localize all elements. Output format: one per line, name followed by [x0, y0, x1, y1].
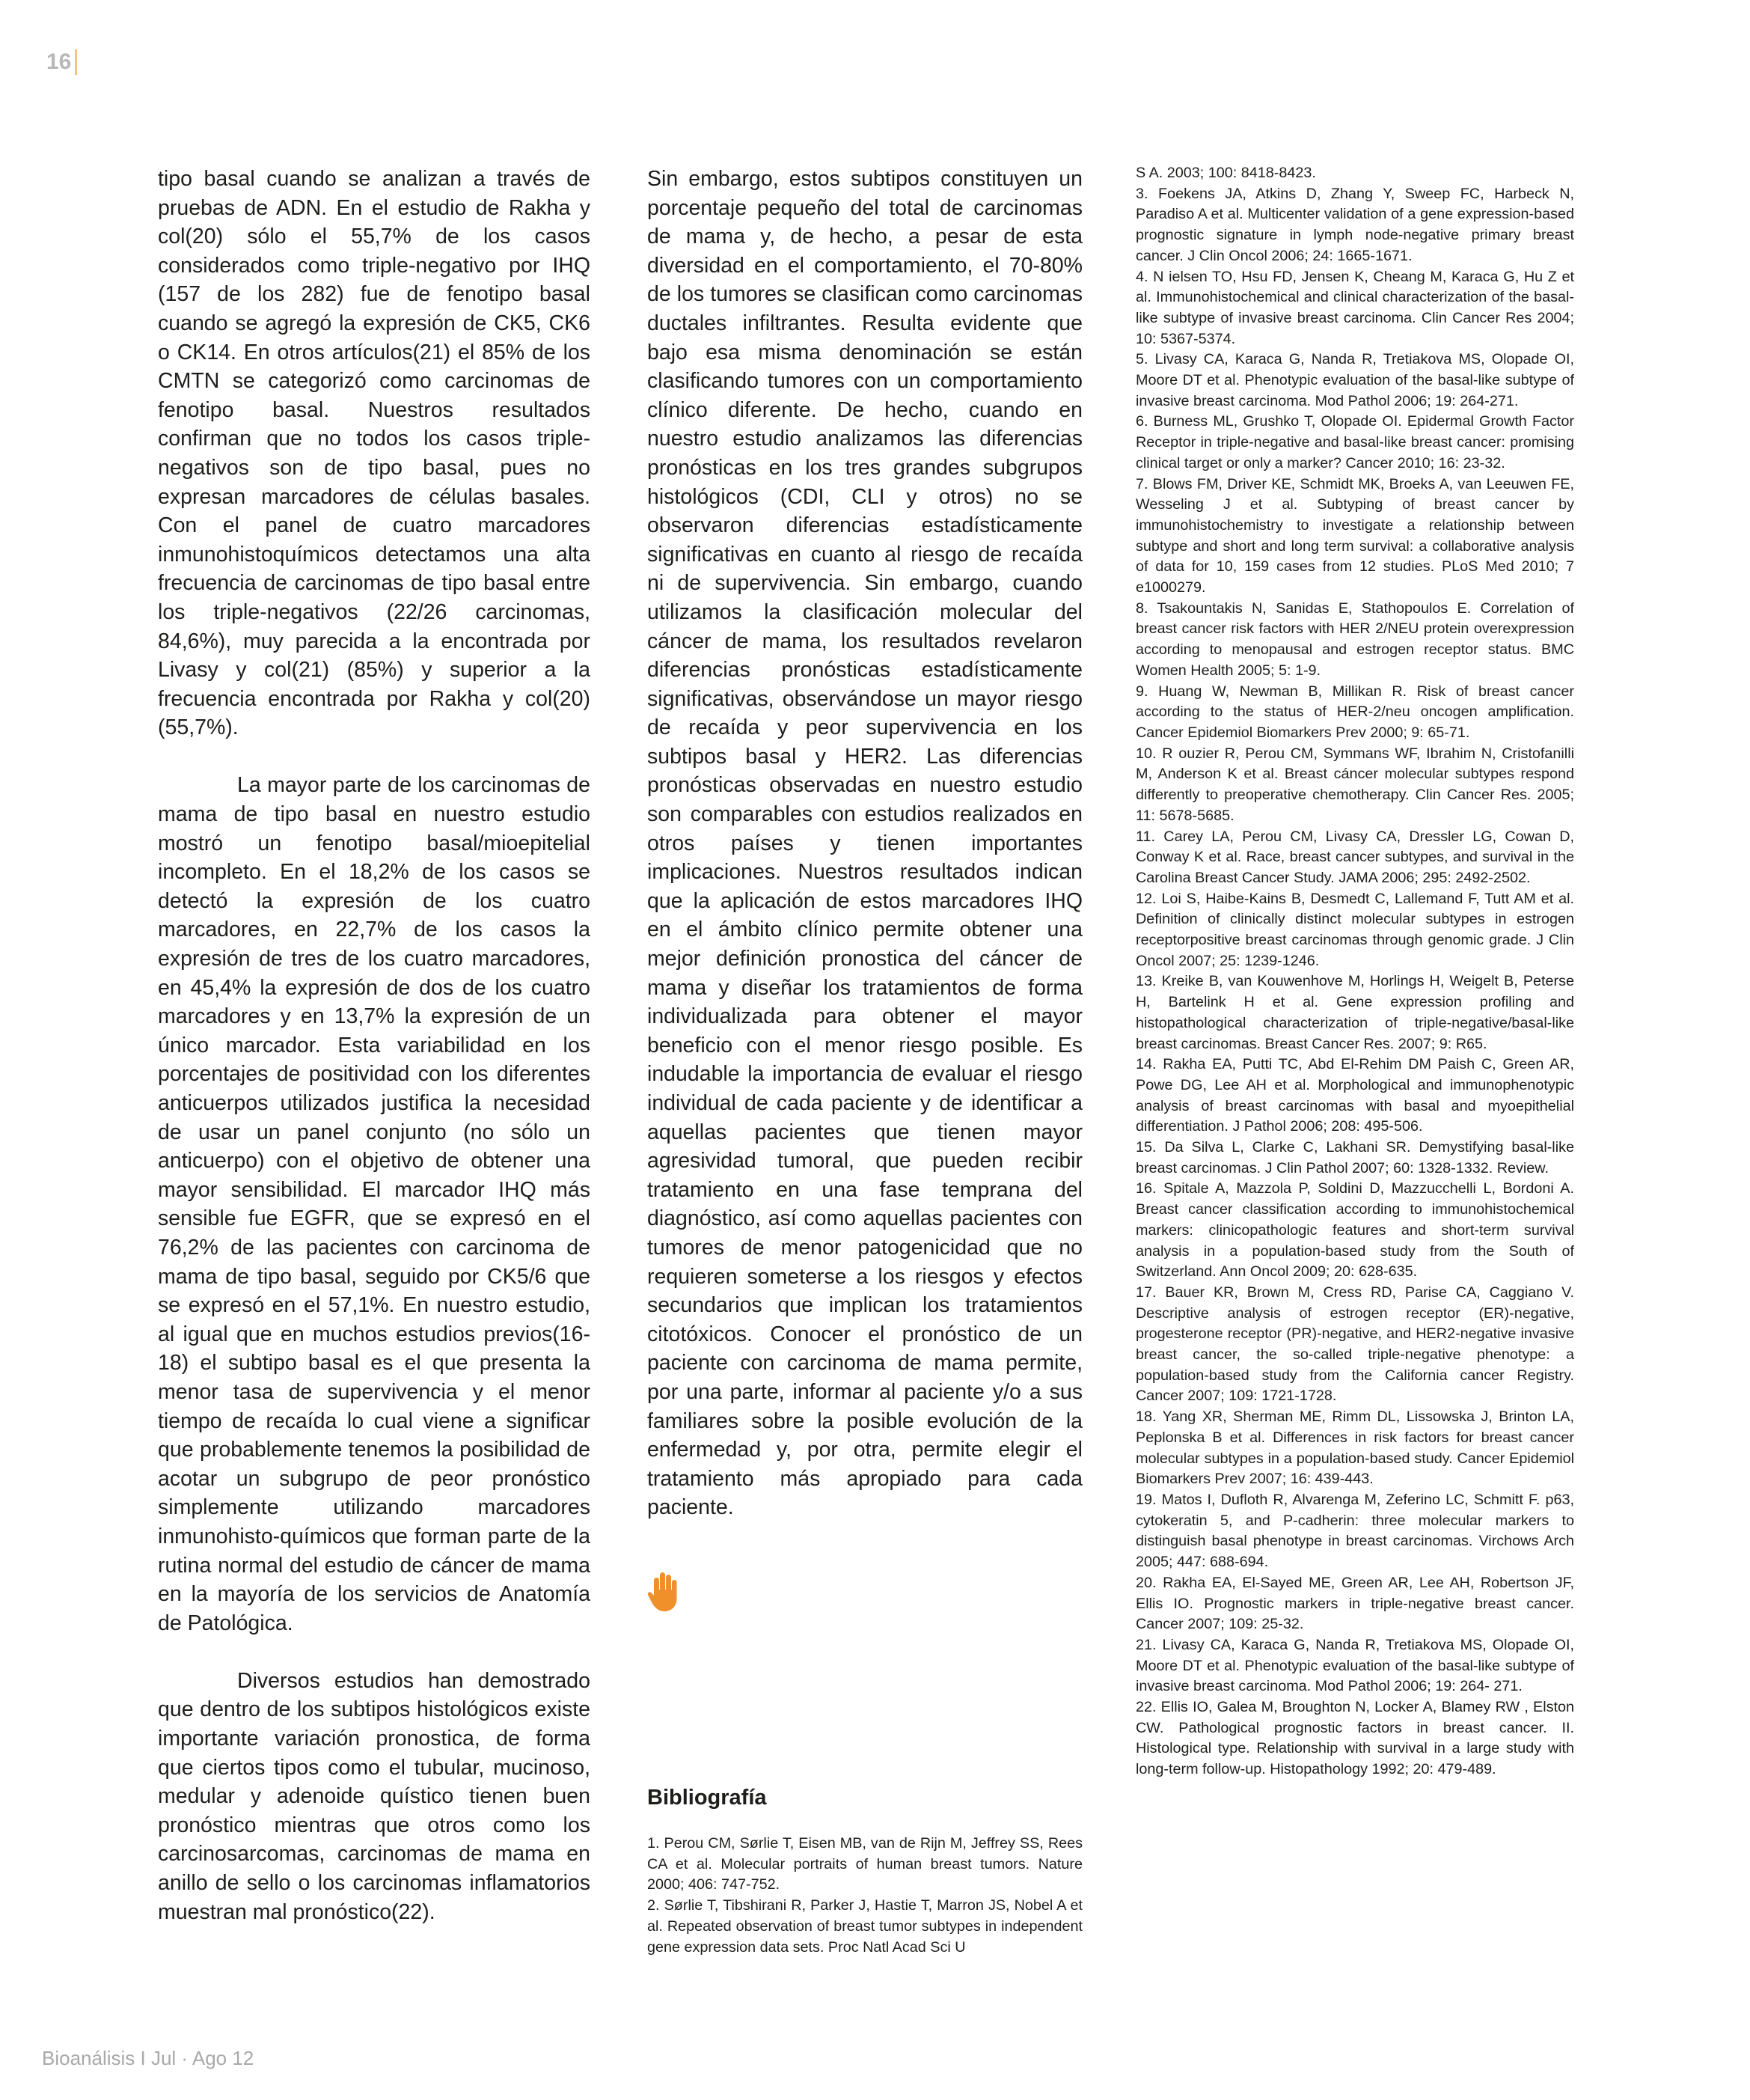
article-column-2 [647, 165, 1083, 1522]
reference-item: 22. Ellis IO, Galea M, Broughton N, Locker A, Blamey RW , Elston CW. Pathological prognostic factors in breast cancer. II. Histological type. Relationship with survival in a large study with long-term follow-up. Histopathology 1992; 20: 479-489. [1136, 1699, 1574, 1778]
reference-item: 11. Carey LA, Perou CM, Livasy CA, Dressler LG, Cowan D, Conway K et al. Race, breast cancer subtypes, and survival in the Carolina Breast Cancer Study. JAMA 2006; 295: 2492-2502. [1136, 828, 1574, 886]
reference-item: 14. Rakha EA, Putti TC, Abd El-Rehim DM Paish C, Green AR, Powe DG, Lee AH et al. Morphological and immunophenotypic analysis of breast carcinomas with basal and myoepithelial differentiation. J Pathol 2006; 208: 495-506. [1136, 1056, 1574, 1135]
reference-item: 3. Foekens JA, Atkins D, Zhang Y, Sweep FC, Harbeck N, Paradiso A et al. Multicenter validation of a gene expression-based prognostic signature in lymph node-negative primary breast cancer. J Clin Oncol 2006; 24: 1665-1671. [1136, 185, 1574, 264]
reference-item: 12. Loi S, Haibe-Kains B, Desmedt C, Lallemand F, Tutt AM et al. Definition of clinically distinct molecular subtypes in estrogen receptorpositive breast carcinomas through genomic grade. J Clin Oncol 2007; 25: 1239-1246. [1136, 890, 1574, 969]
article-column-1 [158, 165, 590, 1926]
reference-item: 8. Tsakountakis N, Sanidas E, Stathopoulos E. Correlation of breast cancer risk factors with HER 2/NEU protein overexpression according to menopausal and estrogen receptor status. BMC Women Health 2005; 5: 1-9. [1136, 599, 1574, 679]
reference-item: 19. Matos I, Dufloth R, Alvarenga M, Zeferino LC, Schmitt F. p63, cytokeratin 5, and P-cadherin: three molecular markers to distinguish basal phenotype in breast carcinomas. Virchows Arch 2005; 447: 688-694. [1136, 1492, 1574, 1571]
article-paragraph: Sin embargo, estos subtipos constituyen un porcentaje pequeño del total de carcinomas de mama y, de hecho, a pesar de esta diversidad en el comportamiento, el 70-80% de los tumores se clasifican como carcinomas ductales infiltrantes. Resulta evidente que bajo esa misma denominación se están clasificando tumores con un comportamiento clínico diferente. De hecho, cuando en nuestro estudio analizamos las diferencias pronósticas en los tres grandes subgrupos histológicos (CDI, CLI y otros) no se observaron diferencias estadísticamente significativas en cuanto al riesgo de recaída ni de supervivencia. Sin embargo, cuando utilizamos la clasificación molecular del cáncer de mama, los resultados revelaron diferencias pronósticas estadísticamente significativas, observándose un mayor riesgo de recaída y peor supervivencia en los subtipos basal y HER2. Las diferencias pronósticas observadas en nuestro estudio son comparables con estudios realizados en otros países y tienen importantes implicaciones. Nuestros resultados indican que la aplicación de estos marcadores IHQ en el ámbito clínico permite obtener una mejor definición pronostica del cáncer de mama y diseñar los tratamientos de forma individualizada para obtener el mayor beneficio con el menor riesgo posible. Es indudable la importancia de evaluar el riesgo individual de cada paciente y de identificar a aquellas pacientes que tienen mayor agresividad tumoral, que pueden recibir tratamiento en una fase temprana del diagnóstico, así como aquellas pacientes con tumores de menor patogenicidad que no requieren someterse a los riesgos y efectos secundarios que implican los tratamientos citotóxicos. Conocer el pronóstico de un paciente con carcinoma de mama permite, por una parte, informar al paciente y/o a sus familiares sobre la posible evolución de la enfermedad y, por otra, permite elegir el tratamiento más apropiado para cada paciente. [647, 167, 1083, 1520]
bibliography-list-col3 [1136, 163, 1574, 1780]
reference-item: 17. Bauer KR, Brown M, Cress RD, Parise CA, Caggiano V. Descriptive analysis of estrogen receptor (ER)-negative, progesterone receptor (PR)-negative, and HER2-negative invasive breast cancer, the so-called triple-negative phenotype: a population-based study from the California cancer Registry. Cancer 2007; 109: 1721-1728. [1136, 1283, 1574, 1405]
reference-item: 21. Livasy CA, Karaca G, Nanda R, Tretiakova MS, Olopade OI, Moore DT et al. Phenotypic evaluation of the basal-like subtype of invasive breast carcinoma. Mod Pathol 2006; 19: 264- 271. [1136, 1636, 1574, 1695]
bibliography-heading: Bibliografía [647, 1786, 767, 1810]
reference-item: 6. Burness ML, Grushko T, Olopade OI. Epidermal Growth Factor Receptor in triple-negative and basal-like breast cancer: promising clinical target or only a marker? Cancer 2010; 16: 23-32. [1136, 413, 1574, 471]
reference-item: 5. Livasy CA, Karaca G, Nanda R, Tretiakova MS, Olopade OI, Moore DT et al. Phenotypic evaluation of the basal-like subtype of invasive breast carcinoma. Mod Pathol 2006; 19: 264-271. [1136, 351, 1574, 409]
article-paragraph: Diversos estudios han demostrado que dentro de los subtipos histológicos existe importante variación pronostica, de forma que ciertos tipos como el tubular, mucinoso, medular y adenoide quístico tienen buen pronóstico mientras que otros como los carcinosarcomas, carcinomas de mama en anillo de sello o los carcinomas inflamatorios muestran mal pronóstico(22). [158, 1668, 590, 1924]
reference-item: 18. Yang XR, Sherman ME, Rimm DL, Lissowska J, Brinton LA, Peplonska B et al. Differences in risk factors for breast cancer molecular subtypes in a population-based study. Cancer Epidemiol Biomarkers Prev 2007; 16: 439-443. [1136, 1408, 1574, 1488]
reference-item: 16. Spitale A, Mazzola P, Soldini D, Mazzucchelli L, Bordoni A. Breast cancer classification according to immunohistochemical markers: clinicopathologic features and short-term survival analysis in a population-based study from the South of Switzerland. Ann Oncol 2009; 20: 628-635. [1136, 1180, 1574, 1281]
footer-text: Bioanálisis I Jul · Ago 12 [42, 2047, 254, 2069]
reference-item: 1. Perou CM, Sørlie T, Eisen MB, van de Rijn M, Jeffrey SS, Rees CA et al. Molecular portraits of human breast tumors. Nature 2000; 406: 747-752. [647, 1835, 1083, 1893]
article-paragraph: La mayor parte de los carcinomas de mama de tipo basal en nuestro estudio mostró un fenotipo basal/mioepitelial incompleto. En el 18,2% de los casos se detectó la expresión de los cuatro marcadores, en 22,7% de los casos la expresión de tres de los cuatro marcadores, en 45,4% la expresión de dos de los cuatro marcadores y en 13,7% la expresión de un único marcador. Esta variabilidad en los porcentajes de positividad con los diferentes anticuerpos utilizados justifica la necesidad de usar un panel conjunto (no sólo un anticuerpo) con el objetivo de obtener una mayor sensibilidad. El marcador IHQ más sensible fue EGFR, que se expresó en el 76,2% de las pacientes con carcinoma de mama de tipo basal, seguido por CK5/6 que se expresó en el 57,1%. En nuestro estudio, al igual que en muchos estudios previos(16-18) el subtipo basal es el que presenta la menor tasa de supervivencia y el menor tiempo de recaída lo cual viene a significar que probablemente tenemos la posibilidad de acotar un subgrupo de peor pronóstico simplemente utilizando marcadores inmunohisto-químicos que forman parte de la rutina normal del estudio de cáncer de mama en la mayoría de los servicios de Anatomía de Patológica. [158, 773, 590, 1635]
bibliography-list-col2 [647, 1834, 1083, 1958]
reference-item: 9. Huang W, Newman B, Millikan R. Risk of breast cancer according to the status of HER-2/neu oncogen amplification. Cancer Epidemiol Biomarkers Prev 2000; 9: 65-71. [1136, 683, 1574, 741]
reference-item: S A. 2003; 100: 8418-8423. [1136, 165, 1316, 181]
reference-item: 2. Sørlie T, Tibshirani R, Parker J, Hastie T, Marron JS, Nobel A et al. Repeated observation of breast tumor subtypes in independent gene expression data sets. Proc Natl Acad Sci U [647, 1897, 1083, 1956]
reference-item: 20. Rakha EA, El-Sayed ME, Green AR, Lee AH, Robertson JF, Ellis IO. Prognostic markers in triple-negative breast cancer. Cancer 2007; 109: 25-32. [1136, 1574, 1574, 1633]
reference-item: 10. R ouzier R, Perou CM, Symmans WF, Ibrahim N, Cristofanilli M, Anderson K et al. Breast cáncer molecular subtypes respond differently to preoperative chemotherapy. Clin Cancer Res. 2005; 11: 5678-5685. [1136, 745, 1574, 824]
reference-item: 4. N ielsen TO, Hsu FD, Jensen K, Cheang M, Karaca G, Hu Z et al. Immunohistochemical and clinical characterization of the basal-like subtype of invasive breast carcinoma. Clin Cancer Res 2004; 10: 5367-5374. [1136, 268, 1574, 347]
page-number: 16 [46, 49, 77, 75]
article-paragraph: tipo basal cuando se analizan a través de pruebas de ADN. En el estudio de Rakha y col(20) sólo el 55,7% de los casos considerados como triple-negativo por IHQ (157 de los 282) fue de fenotipo basal cuando se agregó la expresión de CK5, CK6 o CK14. En otros artículos(21) el 85% de los CMTN se categorizó como carcinomas de fenotipo basal. Nuestros resultados confirman que no todos los casos triple-negativos son de tipo basal, pues no expresan marcadores de células basales. Con el panel de cuatro marcadores inmunohistoquímicos detectamos una alta frecuencia de carcinomas de tipo basal entre los triple-negativos (22/26 carcinomas, 84,6%), muy parecida a la encontrada por Livasy y col(21) (85%) y superior a la frecuencia encontrada por Rakha y col(20) (55,7%). [158, 167, 590, 740]
reference-item: 13. Kreike B, van Kouwenhove M, Horlings H, Weigelt B, Peterse H, Bartelink H et al. Gene expression profiling and histopathological characterization of triple-negative/basal-like breast carcinomas. Breast Cancer Res. 2007; 9: R65. [1136, 973, 1574, 1052]
reference-item: 15. Da Silva L, Clarke C, Lakhani SR. Demystifying basal-like breast carcinomas. J Clin Pathol 2007; 60: 1328-1332. Review. [1136, 1139, 1574, 1176]
raised-hand-icon [647, 1570, 680, 1612]
reference-item: 7. Blows FM, Driver KE, Schmidt MK, Broeks A, van Leeuwen FE, Wesseling J et al. Subtyping of breast cancer by immunohistochemistry to investigate a relationship between subtype and short and long term survival: a collaborative analysis of data for 10, 159 cases from 12 studies. PLoS Med 2010; 7 e1000279. [1136, 475, 1574, 596]
